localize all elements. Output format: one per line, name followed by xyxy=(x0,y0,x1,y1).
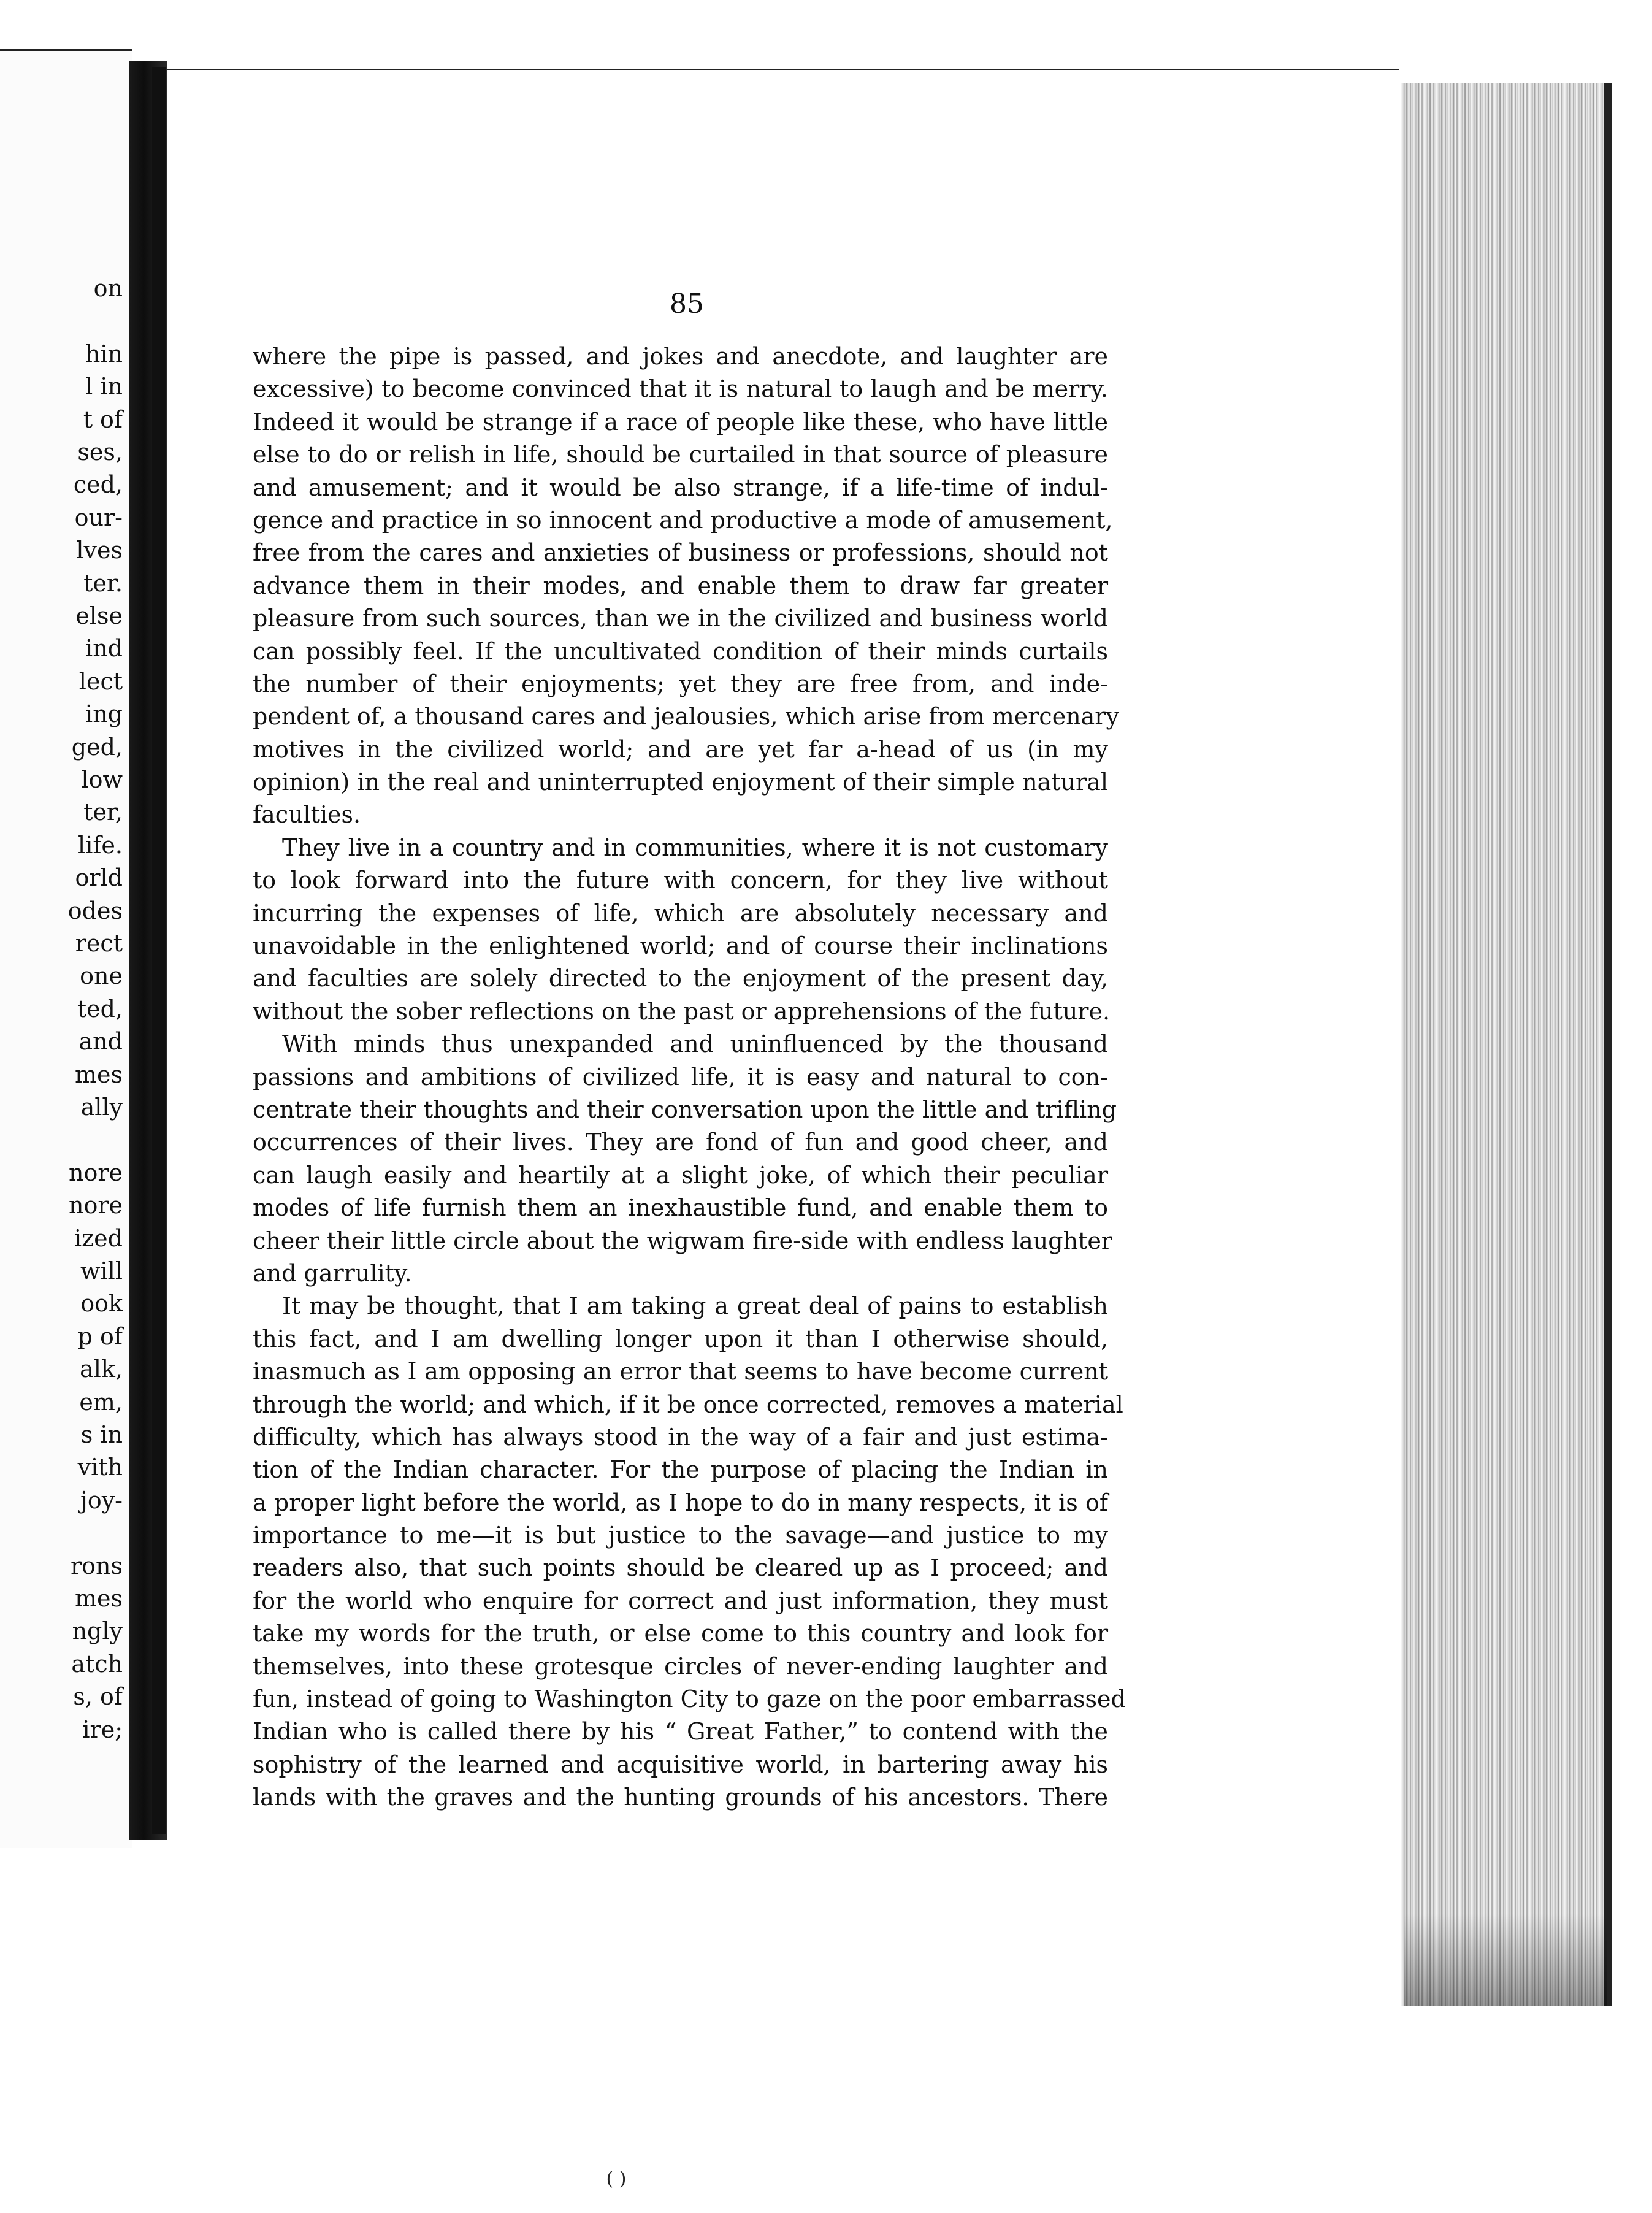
text-line: excessive) to become convinced that it is natural to laugh and be merry. xyxy=(253,375,1108,403)
previous-page-line-fragment: p of xyxy=(77,1322,123,1350)
fore-edge-shadow xyxy=(1404,1914,1607,2006)
text-line: inasmuch as I am opposing an error that seems to have become current xyxy=(253,1358,1108,1386)
text-line: through the world; and which, if it be once corrected, removes a material xyxy=(253,1390,1123,1418)
text-line: readers also, that such points should be cleared up as I proceed; and xyxy=(253,1554,1108,1582)
previous-page-line-fragment: ire; xyxy=(82,1716,123,1743)
previous-page-line-fragment: alk, xyxy=(80,1356,123,1383)
text-line: without the sober reflections on the past or apprehensions of the future. xyxy=(253,997,1111,1025)
previous-page-line-fragment: nore xyxy=(68,1192,123,1219)
previous-page-line-fragment: lect xyxy=(78,667,123,695)
previous-page-line-fragment: mes xyxy=(74,1585,123,1612)
text-line: It may be thought, that I am taking a great deal of pains to establish xyxy=(282,1292,1108,1320)
text-line: take my words for the truth, or else come to this country and look for xyxy=(253,1620,1108,1647)
text-line: and amusement; and it would be also strange, if a life-time of indul- xyxy=(253,474,1108,501)
previous-page-line-fragment: ged, xyxy=(71,733,123,761)
text-line: pleasure from such sources, than we in the civilized and business world xyxy=(253,605,1108,632)
previous-page-line-fragment: ook xyxy=(80,1290,123,1317)
text-line: motives in the civilized world; and are yet far a-head of us (in my xyxy=(253,735,1108,763)
previous-page-line-fragment: life. xyxy=(78,831,123,859)
text-line: passions and ambitions of civilized life, it is easy and natural to con- xyxy=(253,1063,1108,1091)
previous-page-line-fragment: one xyxy=(80,962,123,990)
text-line: pendent of, a thousand cares and jealousies, which arise from mercenary xyxy=(253,703,1119,731)
text-line: for the world who enquire for correct and just information, they must xyxy=(253,1587,1108,1614)
text-line: to look forward into the future with concern, for they live without xyxy=(253,867,1108,894)
page-number: 85 xyxy=(670,288,704,320)
text-line: this fact, and I am dwelling longer upon it than I otherwise should, xyxy=(253,1325,1108,1352)
text-line: incurring the expenses of life, which are absolutely necessary and xyxy=(253,899,1108,927)
previous-page-line-fragment: on xyxy=(93,275,123,302)
previous-page-line-fragment: vith xyxy=(77,1454,123,1481)
previous-page-line-fragment: hin xyxy=(85,340,123,367)
text-line: centrate their thoughts and their conversation upon the little and trifling xyxy=(253,1095,1117,1123)
text-line: advance them in their modes, and enable them to draw far greater xyxy=(253,572,1108,599)
previous-page-line-fragment: ter, xyxy=(83,799,123,826)
previous-page-line-fragment: and xyxy=(78,1028,123,1056)
previous-page-line-fragment: ing xyxy=(85,700,123,728)
text-line: difficulty, which has always stood in the way of a fair and just estima- xyxy=(253,1423,1108,1451)
text-line: fun, instead of going to Washington City to gaze on the poor embarrassed xyxy=(253,1686,1126,1713)
previous-page-line-fragment: rect xyxy=(75,930,123,957)
previous-page-line-fragment: lves xyxy=(76,537,123,564)
previous-page-line-fragment: joy- xyxy=(80,1486,123,1514)
page-stack-fore-edge xyxy=(1401,83,1612,2006)
text-line: and faculties are solely directed to the enjoyment of the present day, xyxy=(253,965,1108,992)
text-line: tion of the Indian character. For the purpose of placing the Indian in xyxy=(253,1456,1108,1484)
text-line: a proper light before the world, as I hope to do in many respects, it is of xyxy=(253,1489,1108,1516)
text-line: occurrences of their lives. They are fond of fun and good cheer, and xyxy=(253,1129,1108,1156)
text-line: themselves, into these grotesque circles of never-ending laughter and xyxy=(253,1652,1108,1680)
previous-page-line-fragment: ngly xyxy=(72,1617,123,1645)
previous-page-line-fragment: ized xyxy=(74,1224,123,1252)
previous-page-line-fragment: low xyxy=(81,766,123,793)
text-line: sophistry of the learned and acquisitive world, in bartering away his xyxy=(253,1751,1108,1778)
text-line: importance to me—it is but justice to the savage—and justice to my xyxy=(253,1522,1108,1549)
previous-page-line-fragment: ted, xyxy=(77,995,123,1022)
previous-page-line-fragment: ter. xyxy=(83,569,123,597)
text-line: can possibly feel. If the uncultivated condition of their minds curtails xyxy=(253,637,1108,665)
text-line: free from the cares and anxieties of business or professions, should not xyxy=(253,539,1108,567)
previous-page-fragment xyxy=(0,49,132,1848)
text-line: else to do or relish in life, should be curtailed in that source of pleasure xyxy=(253,441,1108,469)
text-line: gence and practice in so innocent and productive a mode of amusement, xyxy=(253,506,1113,534)
text-line: can laugh easily and heartily at a slight joke, of which their peculiar xyxy=(253,1161,1108,1189)
text-line: With minds thus unexpanded and uninfluenced by the thousand xyxy=(282,1030,1108,1058)
text-line: Indeed it would be strange if a race of people like these, who have little xyxy=(253,408,1108,435)
previous-page-line-fragment: ses, xyxy=(77,439,123,466)
previous-page-line-fragment: em, xyxy=(79,1388,123,1416)
previous-page-line-fragment: orld xyxy=(75,864,123,892)
text-line: lands with the graves and the hunting grounds of his ancestors. There xyxy=(253,1784,1108,1811)
text-line: They live in a country and in communities, where it is not customary xyxy=(282,834,1108,861)
body-text xyxy=(253,340,1126,1814)
previous-page-line-fragment: atch xyxy=(71,1650,123,1678)
previous-page-line-fragment: s, of xyxy=(73,1683,123,1711)
text-line: where the pipe is passed, and jokes and anecdote, and laughter are xyxy=(253,343,1108,370)
spine xyxy=(152,67,166,1834)
previous-page-line-fragment: s in xyxy=(80,1421,123,1448)
text-line: unavoidable in the enlightened world; and of course their inclinations xyxy=(253,932,1108,960)
previous-page-line-fragment: t of xyxy=(83,405,123,433)
previous-page-line-fragment: ally xyxy=(80,1094,123,1121)
previous-page-line-fragment: l in xyxy=(85,373,123,401)
previous-page-line-fragment: rons xyxy=(70,1552,123,1579)
text-line: the number of their enjoyments; yet they are free from, and inde- xyxy=(253,670,1108,697)
text-line: Indian who is called there by his “ Great Father,” to contend with the xyxy=(253,1718,1108,1746)
bottom-mark: ( ) xyxy=(606,2168,627,2190)
previous-page-line-fragment: else xyxy=(75,602,123,629)
previous-page-line-fragment: our- xyxy=(74,504,123,531)
previous-page-line-fragment: ind xyxy=(85,635,123,662)
previous-page-line-fragment: will xyxy=(80,1257,123,1284)
text-line: opinion) in the real and uninterrupted enjoyment of their simple natural xyxy=(253,769,1108,796)
text-line: faculties. xyxy=(253,801,361,829)
text-line: cheer their little circle about the wigwam fire-side with endless laughter xyxy=(253,1227,1112,1254)
previous-page-line-fragment: nore xyxy=(68,1159,123,1186)
previous-page-line-fragment: ced, xyxy=(73,471,123,499)
text-line: modes of life furnish them an inexhaustible fund, and enable them to xyxy=(253,1194,1108,1222)
text-line: and garrulity. xyxy=(253,1259,412,1287)
previous-page-line-fragment: mes xyxy=(74,1060,123,1088)
previous-page-line-fragment: odes xyxy=(67,897,123,924)
